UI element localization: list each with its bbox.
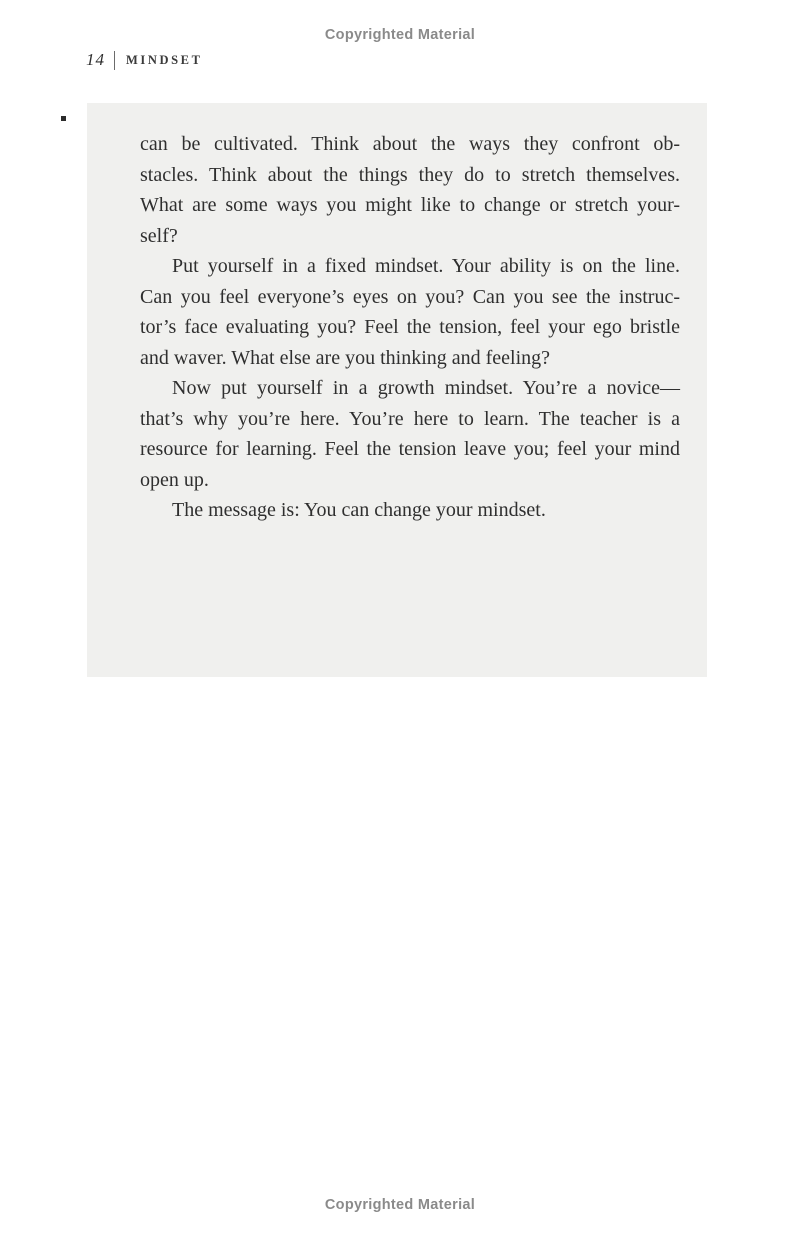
header-separator bbox=[114, 51, 115, 70]
book-title: MINDSET bbox=[126, 52, 203, 67]
copyright-notice-top: Copyrighted Material bbox=[324, 27, 476, 43]
paragraph bbox=[140, 129, 680, 251]
text-line: self? bbox=[140, 224, 178, 247]
text-line: open up. bbox=[140, 468, 209, 491]
page-header bbox=[86, 50, 203, 70]
text-line: that’s why you’re here. You’re here to learn. The teacher is a bbox=[140, 407, 680, 430]
page-number: 14 bbox=[86, 50, 105, 69]
text-line: stacles. Think about the things they do to stretch themselves. bbox=[140, 163, 680, 186]
copyright-notice-bottom: Copyrighted Material bbox=[324, 1197, 476, 1213]
paragraph bbox=[140, 373, 680, 495]
text-line: Put yourself in a fixed mindset. Your ability is on the line. bbox=[172, 255, 680, 277]
text-line: Now put yourself in a growth mindset. You’re a novice— bbox=[172, 377, 680, 399]
text-block bbox=[87, 103, 707, 526]
text-line: The message is: You can change your mindset. bbox=[172, 499, 546, 521]
text-line: can be cultivated. Think about the ways they confront ob- bbox=[140, 133, 680, 155]
paragraph bbox=[140, 495, 680, 526]
paragraph bbox=[140, 251, 680, 373]
text-line: tor’s face evaluating you? Feel the tension, feel your ego bristle bbox=[140, 316, 680, 338]
text-line: and waver. What else are you thinking and feeling? bbox=[140, 346, 551, 369]
text-line: resource for learning. Feel the tension leave you; feel your mind bbox=[140, 438, 680, 460]
text-line: Can you feel everyone’s eyes on you? Can you see the instruc- bbox=[140, 285, 680, 308]
text-line: What are some ways you might like to change or stretch your- bbox=[140, 194, 680, 216]
paragraph bbox=[61, 116, 66, 121]
content-box bbox=[87, 103, 707, 677]
